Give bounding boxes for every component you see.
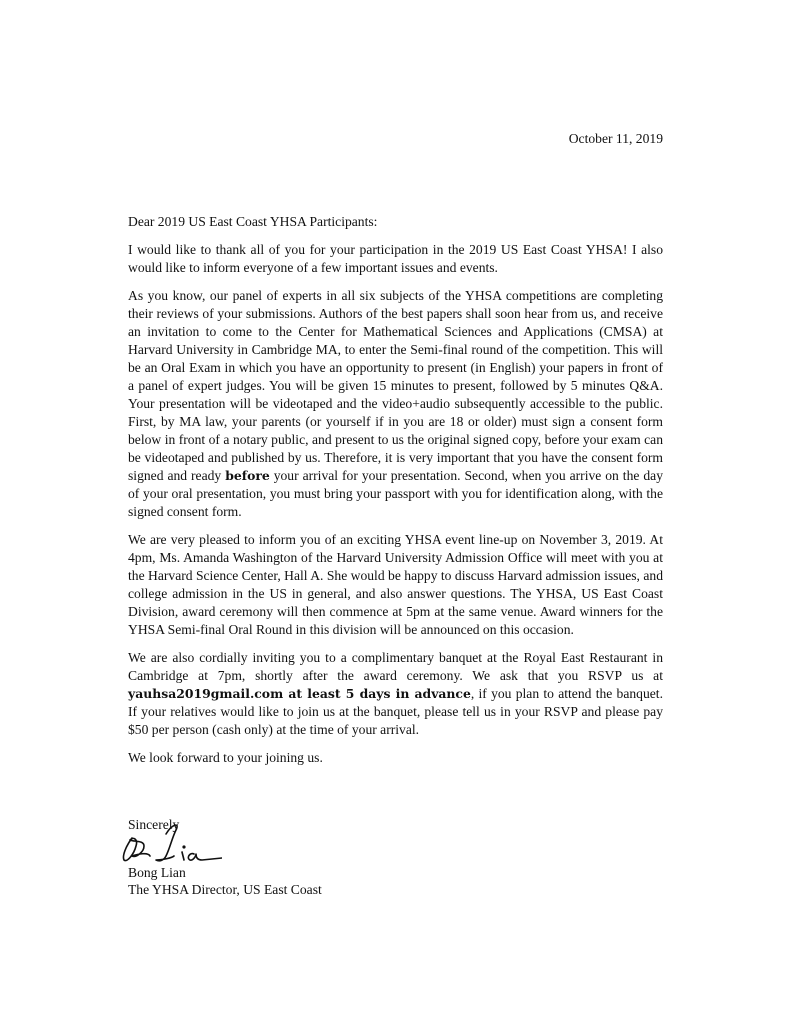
- paragraph-event-lineup: We are very pleased to inform you of an exciting YHSA event line-up on November 3, 2019. At 4pm, Ms. Amanda Washington of the Harvard University Admission Office will meet with you at the Harvard Science Center, Hall A. She would be happy to discuss Harvard admission issues, and college admission in the US in general, and also answer questions. The YHSA, US East Coast Division, award ceremony will then commence at 5pm at the same venue. Award winners for the YHSA Semi-final Oral Round in this division will be announced on this occasion.: [128, 532, 663, 637]
- paragraph-banquet: [128, 649, 663, 739]
- letter-date: October 11, 2019: [568, 131, 663, 146]
- paragraph-semifinal: [128, 287, 663, 521]
- rsvp-emphasis: yauhsa2019gmail.com at least 5 days in advance: [128, 686, 471, 701]
- handwritten-signature: [122, 816, 222, 868]
- signer-name: Bong Lian: [128, 865, 186, 880]
- paragraph-semifinal-text-b: your arrival for your presentation. Second, when you arrive on the day of your oral presentation, you must bring your passport with you for identification along, with the signed consent form.: [128, 468, 663, 519]
- closing-word: Sincerely: [128, 817, 180, 832]
- paragraph-closing-remark: We look forward to your joining us.: [128, 750, 323, 765]
- paragraph-semifinal-text-a: As you know, our panel of experts in all six subjects of the YHSA competitions are completing their reviews of your submissions. Authors of the best papers shall soon hear from us, and receive an invitation to come to the Center for Mathematical Sciences and Applications (CMSA) at Harvard University in Cambridge MA, to enter the Semi-final round of the competition. This will be an Oral Exam in which you have an opportunity to present (in English) your papers in front of a panel of expert judges. You will be given 15 minutes to present, followed by 5 minutes Q&A. Your presentation will be videotaped and the video+audio subsequently accessible to the public. First, by MA law, your parents (or yourself if in you are 18 or older) must sign a consent form below in front of a notary public, and present to us the original signed copy, before your exam can be videotaped and published by us. Therefore, it is very important that you have the consent form signed and ready: [128, 288, 663, 483]
- salutation: Dear 2019 US East Coast YHSA Participants:: [128, 214, 378, 229]
- emphasis-before: before: [225, 468, 270, 483]
- signature-block: [128, 816, 428, 897]
- paragraph-banquet-text-b: , if you plan to attend the banquet. If your relatives would like to join us at the banquet, please tell us in your RSVP and please pay $50 per person (cash only) at the time of your arrival.: [128, 686, 663, 737]
- paragraph-banquet-text-a: We are also cordially inviting you to a complimentary banquet at the Royal East Restaurant in Cambridge at 7pm, shortly after the award ceremony. We ask that you RSVP us at: [128, 650, 663, 683]
- signer-title: The YHSA Director, US East Coast: [128, 882, 322, 897]
- paragraph-thanks: I would like to thank all of you for your participation in the 2019 US East Coast YHSA! I also would like to inform everyone of a few important issues and events.: [128, 242, 663, 275]
- letter-body: [128, 213, 663, 777]
